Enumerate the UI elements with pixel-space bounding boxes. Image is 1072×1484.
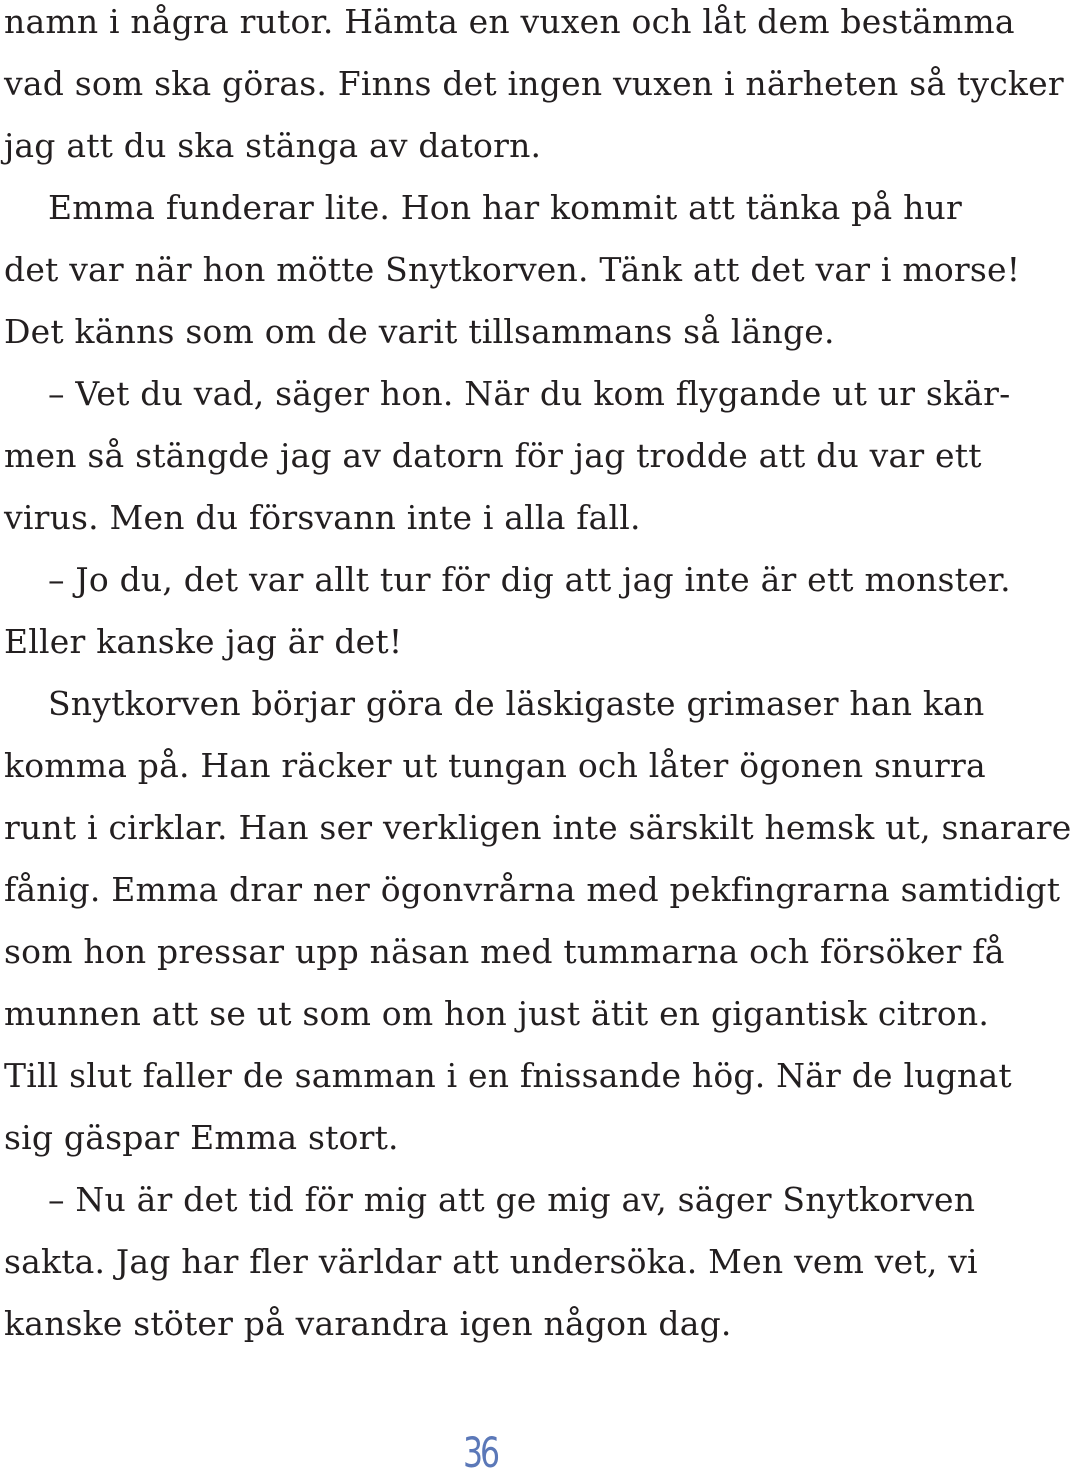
text-line: fånig. Emma drar ner ögonvrårna med pekfingrarna samtidigt [4, 870, 1061, 909]
text-line: som hon pressar upp näsan med tummarna och försöker få [4, 932, 1005, 971]
text-line: runt i cirklar. Han ser verkligen inte särskilt hemsk ut, snarare [4, 808, 1072, 847]
text-line: munnen att se ut som om hon just ätit en gigantisk citron. [4, 994, 990, 1033]
text-line: namn i några rutor. Hämta en vuxen och låt dem bestämma [4, 2, 1015, 41]
text-line: vad som ska göras. Finns det ingen vuxen i närheten så tycker [4, 64, 1064, 103]
text-line: Det känns som om de varit tillsammans så länge. [4, 312, 835, 351]
text-line: Emma funderar lite. Hon har kommit att tänka på hur [48, 188, 962, 227]
text-line: – Nu är det tid för mig att ge mig av, säger Snytkorven [48, 1180, 976, 1219]
text-line: Till slut faller de samman i en fnissande hög. När de lugnat [4, 1056, 1012, 1095]
text-line: sakta. Jag har fler världar att undersöka. Men vem vet, vi [4, 1242, 978, 1281]
text-line: – Vet du vad, säger hon. När du kom flygande ut ur skär- [48, 374, 1011, 413]
text-line: jag att du ska stänga av datorn. [4, 126, 542, 165]
text-line: virus. Men du försvann inte i alla fall. [4, 498, 641, 537]
text-line: men så stängde jag av datorn för jag trodde att du var ett [4, 436, 982, 475]
text-line: – Jo du, det var allt tur för dig att jag inte är ett monster. [48, 560, 1011, 599]
text-line: komma på. Han räcker ut tungan och låter ögonen snurra [4, 746, 986, 785]
text-line: Snytkorven börjar göra de läskigaste grimaser han kan [48, 684, 985, 723]
text-line: det var när hon mötte Snytkorven. Tänk att det var i morse! [4, 250, 1021, 289]
text-line: Eller kanske jag är det! [4, 622, 403, 661]
text-line: kanske stöter på varandra igen någon dag. [4, 1304, 732, 1343]
text-line: sig gäspar Emma stort. [4, 1118, 399, 1157]
page-number: 36 [462, 1428, 498, 1477]
